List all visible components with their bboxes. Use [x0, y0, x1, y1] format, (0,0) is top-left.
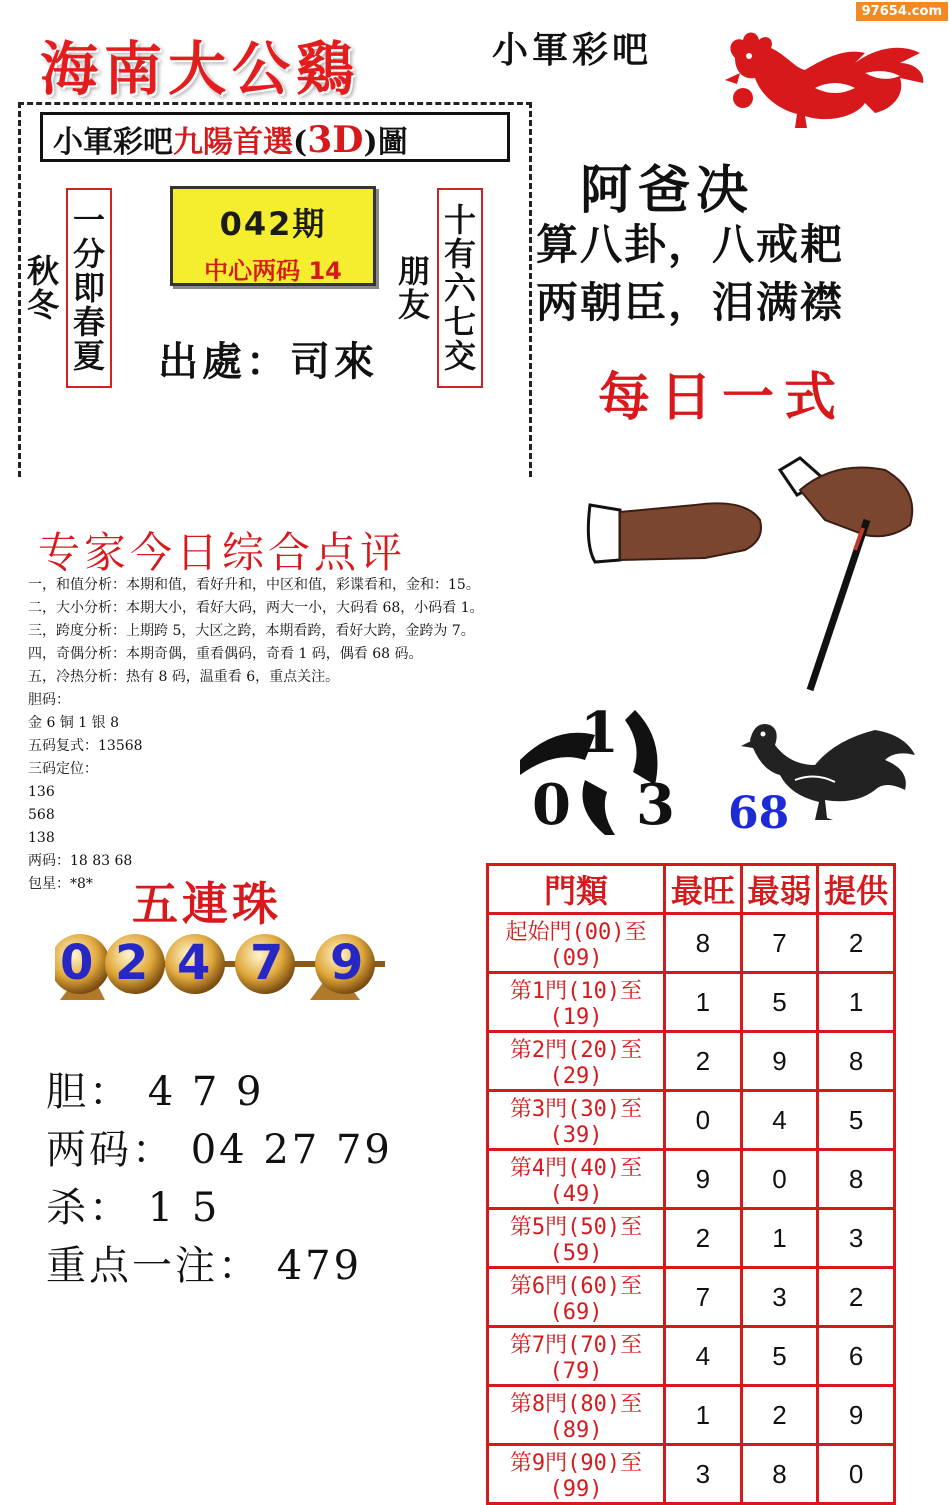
site-badge[interactable]: 97654.com — [856, 2, 948, 21]
table-row — [488, 1268, 895, 1327]
cell-provided: 8 — [818, 1150, 895, 1209]
box-title-paren-open: ( — [293, 125, 308, 160]
analysis-line: 二，大小分析：本期大小，看好大码，两大一小，大码看 68，小码看 1。 — [28, 600, 484, 616]
cell-hottest: 3 — [665, 1445, 742, 1504]
sha-label: 杀： — [46, 1185, 132, 1231]
row-label: 第6門(60)至(69) — [488, 1268, 665, 1327]
cell-weakest: 0 — [741, 1150, 818, 1209]
zhongdian-value: 479 — [276, 1243, 363, 1289]
analysis-line: 四，奇偶分析：本期奇偶，重看偶码，奇看 1 码，偶看 68 码。 — [28, 646, 423, 662]
bead-number: 0 — [60, 935, 94, 991]
cell-provided: 9 — [818, 1386, 895, 1445]
analysis-line: 136 — [28, 784, 55, 800]
analysis-line: 两码：18 83 68 — [28, 853, 133, 869]
liangma-value: 04 27 79 — [190, 1127, 393, 1173]
bead-number: 7 — [250, 935, 284, 991]
row-label: 第3門(30)至(39) — [488, 1091, 665, 1150]
brand-name: 小軍彩吧 — [492, 29, 653, 71]
cell-weakest: 8 — [741, 1445, 818, 1504]
analysis-line: 三，跨度分析：上期跨 5，大区之跨，本期看跨，看好大跨，金跨为 7。 — [28, 623, 475, 639]
liangma-line — [46, 1118, 393, 1175]
cell-weakest: 5 — [741, 1327, 818, 1386]
cell-weakest: 3 — [741, 1268, 818, 1327]
analysis-line: 包星：*8* — [28, 876, 93, 892]
cell-weakest: 7 — [741, 914, 818, 973]
cell-weakest: 9 — [741, 1032, 818, 1091]
table-row — [488, 1032, 895, 1091]
zhongdian-line — [46, 1234, 362, 1291]
dan-value: 4 7 9 — [147, 1069, 265, 1115]
table-row — [488, 914, 895, 973]
row-label: 第8門(80)至(89) — [488, 1386, 665, 1445]
box-title-paren-close: ) — [363, 125, 378, 160]
cell-weakest: 4 — [741, 1091, 818, 1150]
analysis-line: 五码复式：13568 — [28, 738, 143, 754]
cell-hottest: 1 — [665, 973, 742, 1032]
header-provided: 提供 — [818, 865, 895, 914]
five-beads-title: 五連珠 — [132, 877, 282, 931]
cell-weakest: 5 — [741, 973, 818, 1032]
row-label: 第9門(90)至(99) — [488, 1445, 665, 1504]
sha-line — [46, 1176, 220, 1233]
row-label: 第7門(70)至(79) — [488, 1327, 665, 1386]
box-title-suffix: 圖 — [377, 125, 408, 160]
source-line: 出處：司來 — [158, 338, 378, 385]
cell-provided: 2 — [818, 1268, 895, 1327]
main-title: 海南大公鷄 — [40, 35, 361, 103]
rooster-icon — [735, 710, 925, 825]
cell-provided: 3 — [818, 1209, 895, 1268]
bead-number: 9 — [330, 935, 364, 991]
bead-number: 4 — [177, 935, 211, 991]
bead-number: 2 — [115, 935, 149, 991]
cell-hottest: 8 — [665, 914, 742, 973]
table-header-row — [488, 865, 895, 914]
center-code-label: 中心两码 — [204, 257, 301, 285]
row-label: 第5門(50)至(59) — [488, 1209, 665, 1268]
poem-line-1: 算八卦，八戒耙 — [536, 220, 845, 269]
analysis-line: 三码定位： — [28, 761, 98, 777]
zhongdian-label: 重点一注： — [46, 1243, 261, 1289]
triangle-right-number: 3 — [636, 772, 675, 838]
table-row — [488, 1091, 895, 1150]
box-title-prefix: 小軍彩吧 — [53, 125, 173, 160]
cell-hottest: 7 — [665, 1268, 742, 1327]
analysis-line: 五，冷热分析：热有 8 码，温重看 6，重点关注。 — [28, 669, 340, 685]
triangle-extra-number: 68 — [728, 788, 790, 839]
expert-title: 专家今日综合点评 — [38, 528, 407, 577]
cell-provided: 2 — [818, 914, 895, 973]
analysis-line: 568 — [28, 807, 55, 823]
poem-line-2: 两朝臣，泪满襟 — [536, 278, 845, 327]
row-label: 起始門(00)至(09) — [488, 914, 665, 973]
header-weakest: 最弱 — [741, 865, 818, 914]
cell-provided: 8 — [818, 1032, 895, 1091]
analysis-line: 胆码： — [28, 692, 70, 708]
center-code-value: 14 — [308, 257, 342, 285]
liangma-label: 两码： — [46, 1127, 175, 1173]
cell-provided: 0 — [818, 1445, 895, 1504]
row-label: 第1門(10)至(19) — [488, 973, 665, 1032]
hands-illustration-icon — [585, 450, 945, 700]
box-title-red: 九陽首選 — [173, 125, 293, 160]
box-title — [40, 112, 510, 162]
table-row — [488, 1150, 895, 1209]
table-row — [488, 1445, 895, 1504]
table-row — [488, 1386, 895, 1445]
center-code — [173, 251, 373, 286]
cell-provided: 5 — [818, 1091, 895, 1150]
poem-title: 阿爸决 — [580, 160, 755, 221]
cell-provided: 1 — [818, 973, 895, 1032]
dan-label: 胆： — [46, 1069, 132, 1115]
daily-heading: 每日一式 — [598, 367, 847, 428]
analysis-line: 一，和值分析：本期和值，看好升和，中区和值，彩谍看和，金和：15。 — [28, 577, 480, 593]
row-label: 第2門(20)至(29) — [488, 1032, 665, 1091]
sha-value: 1 5 — [147, 1185, 221, 1231]
right-vertical-text: 十有六七交朋友 — [437, 188, 483, 388]
cell-hottest: 1 — [665, 1386, 742, 1445]
analysis-line: 金 6 铜 1 银 8 — [28, 715, 119, 731]
box-title-3d: 3D — [307, 119, 364, 161]
header-hottest: 最旺 — [665, 865, 742, 914]
row-label: 第4門(40)至(49) — [488, 1150, 665, 1209]
rooster-papercut-icon — [715, 18, 930, 133]
left-vertical-text: 一分即春夏秋冬 — [66, 188, 112, 388]
triangle-left-number: 0 — [532, 772, 571, 838]
cell-hottest: 2 — [665, 1209, 742, 1268]
cell-hottest: 4 — [665, 1327, 742, 1386]
cell-hottest: 9 — [665, 1150, 742, 1209]
cell-weakest: 1 — [741, 1209, 818, 1268]
table-row — [488, 1209, 895, 1268]
analysis-line: 138 — [28, 830, 55, 846]
analysis-list — [28, 574, 484, 896]
door-table — [486, 863, 896, 1505]
cell-provided: 6 — [818, 1327, 895, 1386]
table-row — [488, 1327, 895, 1386]
table-row — [488, 973, 895, 1032]
cell-hottest: 2 — [665, 1032, 742, 1091]
cell-weakest: 2 — [741, 1386, 818, 1445]
header-door-type: 門類 — [488, 865, 665, 914]
triangle-top-number: 1 — [580, 700, 619, 766]
issue-number: 042期 — [219, 205, 327, 243]
dan-line — [46, 1060, 265, 1117]
issue-card — [170, 186, 376, 286]
cell-hottest: 0 — [665, 1091, 742, 1150]
